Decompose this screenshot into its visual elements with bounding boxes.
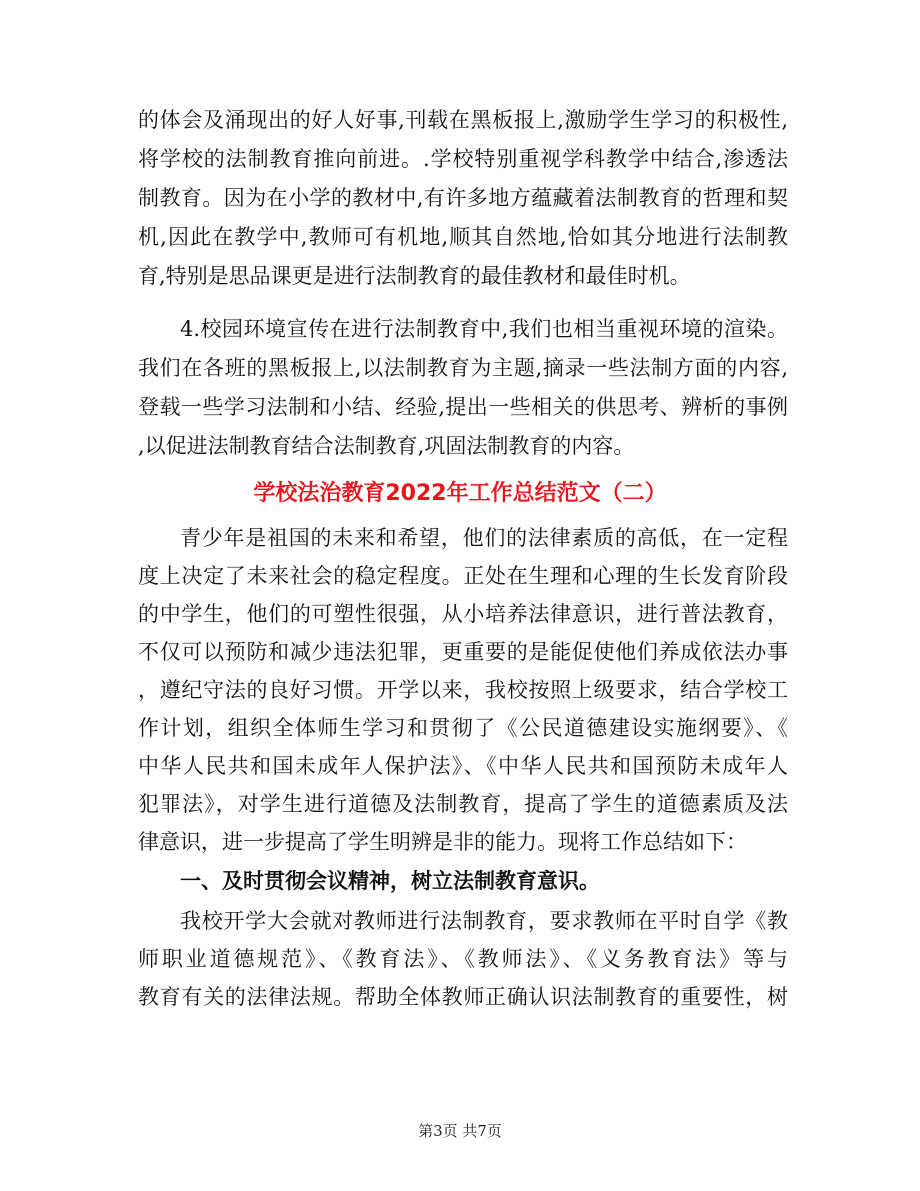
paragraph-line: 度上决定了未来社会的稳定程度。正处在生理和心理的生长发育阶段 [138, 564, 788, 588]
paragraph-line: 教育有关的法律法规。帮助全体教师正确认识法制教育的重要性，树 [138, 985, 788, 1009]
paragraph-line: 制教育。因为在小学的教材中,有许多地方蕴藏着法制教育的哲理和契 [138, 186, 788, 210]
paragraph-line: 我们在各班的黑板报上,以法制教育为主题,摘录一些法制方面的内容, [138, 356, 788, 380]
paragraph-line: 作计划，组织全体师生学习和贯彻了《公民道德建设实施纲要》、《 [138, 716, 788, 740]
paragraph-line: 犯罪法》，对学生进行道德及法制教育，提高了学生的道德素质及法 [138, 792, 788, 816]
paragraph-line: 中华人民共和国未成年人保护法》、《中华人民共和国预防未成年人 [138, 754, 788, 778]
paragraph-line: 4.校园环境宣传在进行法制教育中,我们也相当重视环境的渲染。 [180, 317, 788, 341]
paragraph-line: 我校开学大会就对教师进行法制教育，要求教师在平时自学《教 [180, 909, 788, 933]
section-title: 学校法治教育2022年工作总结范文（二） [253, 481, 667, 506]
page-footer: 第3页 共7页 [418, 1122, 502, 1140]
paragraph-line: ,以促进法制教育结合法制教育,巩固法制教育的内容。 [138, 434, 635, 458]
paragraph-line: ，遵纪守法的良好习惯。开学以来，我校按照上级要求，结合学校工 [138, 678, 788, 702]
paragraph-line: 师职业道德规范》、《教育法》、《教师法》、《义务教育法》等与 [138, 947, 788, 971]
paragraph-line: 青少年是祖国的未来和希望，他们的法律素质的高低，在一定程 [180, 526, 788, 550]
paragraph-line: 的体会及涌现出的好人好事,刊载在黑板报上,激励学生学习的积极性, [138, 108, 788, 132]
paragraph-line: 将学校的法制教育推向前进。.学校特别重视学科教学中结合,渗透法 [138, 147, 788, 171]
paragraph-line: 育,特别是思品课更是进行法制教育的最佳教材和最佳时机。 [138, 264, 691, 288]
section-heading: 一、及时贯彻会议精神，树立法制教育意识。 [180, 869, 600, 893]
paragraph-line: 的中学生，他们的可塑性很强，从小培养法律意识，进行普法教育， [138, 602, 788, 626]
paragraph-line: 律意识，进一步提高了学生明辨是非的能力。现将工作总结如下： [138, 830, 747, 854]
paragraph-line: 登载一些学习法制和小结、经验,提出一些相关的供思考、辨析的事例 [138, 395, 788, 419]
paragraph-line: 不仅可以预防和减少违法犯罪，更重要的是能促使他们养成依法办事 [138, 640, 788, 664]
paragraph-line: 机,因此在教学中,教师可有机地,顺其自然地,恰如其分地进行法制教 [138, 225, 788, 249]
